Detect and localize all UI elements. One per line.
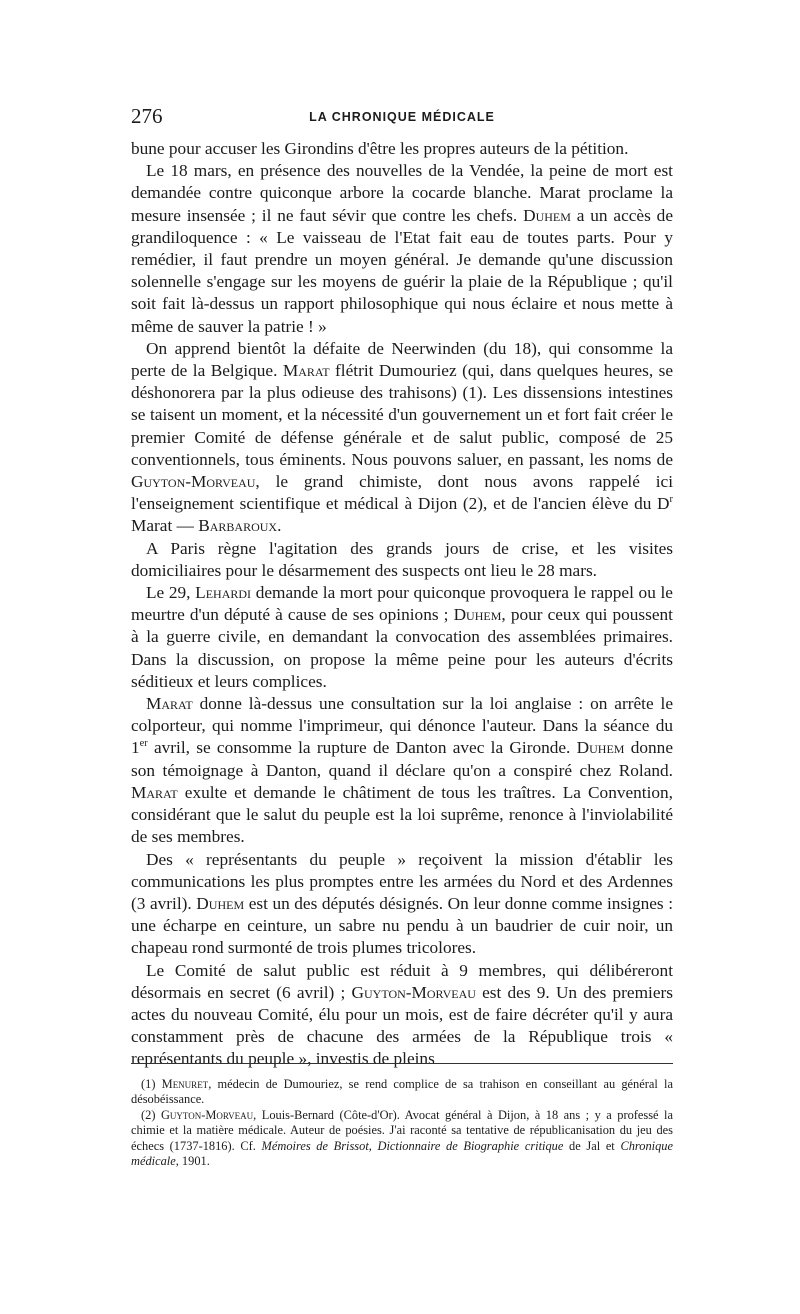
person-name: Guyton-Morveau [351,982,476,1002]
paragraph-7 [131,849,673,960]
paragraph-8 [131,960,673,1071]
paragraph-text: , le grand chimiste, dont nous avons rappelé ici l'enseignement scientifique et médical à Dijon (2), et de l'ancien élève du D [131,472,673,514]
superscript: er [139,738,148,750]
paragraph-text: flétrit Dumouriez (qui, dans quelques heures, se déshonorera par la plus odieuse des trahisons) (1). Les dissensions intestines se taisent un moment, et la nécessité d'un gouvernement un et fort fait créer le premier Comité de défense générale et de salut public, composé de 25 conventionnels, tous éminents. Nous pouvons saluer, en passant, les noms de [131,361,673,469]
person-name: Guyton-Morveau [131,472,256,492]
footnote-text: de Jal et [569,1138,615,1153]
paragraph-text: . [277,516,282,536]
footnotes [131,1077,673,1169]
footnote-2 [131,1108,673,1170]
footnote-text: , médecin de Dumouriez, se rend complice de sa trahison en conseillant au général la désobéissance. [131,1077,673,1107]
paragraph-5 [131,582,673,693]
person-name: Duhem [453,605,502,625]
paragraph-text: exulte et demande le châtiment de tous les traîtres. La Convention, considérant que le salut du peuple est la loi suprême, renonce à l'inviolabilité de ses membres. [131,782,673,847]
paragraph-1 [131,138,673,160]
footnote-text: , Louis-Bernard (Côte-d'Or). Avocat général à Dijon, à 18 ans ; y a professé la chimie et la matière médicale. Auteur de poésies. J'ai raconté sa tentative de républicanisation du jeu des échecs (1737-1816). Cf. [131,1107,673,1153]
page-header [131,104,673,132]
footnote-divider [131,1063,673,1064]
person-name: Marat [131,782,178,802]
paragraph-text: Marat — [131,516,194,536]
person-name: Marat [146,694,193,714]
paragraph-text: On apprend bientôt la défaite de Neerwinden (du 18), qui consomme la perte de la Belgique. [131,338,673,381]
footnote-text: , 1901. [175,1154,210,1169]
paragraph-text: Le Comité de salut public est réduit à 9 membres, qui délibéreront désormais en secret (6 avril) ; [131,960,673,1002]
person-name: Barbaroux [198,516,278,536]
paragraph-text: bune pour accuser les Girondins d'être les propres auteurs de la pétition. [131,139,629,158]
footnote-number: (1) [141,1077,156,1091]
footnote-1 [131,1077,673,1108]
person-name: Duhem [196,893,245,913]
paragraph-text: demande la mort pour quiconque provoquera le rappel ou le meurtre d'un député à cause de ses opinions ; [131,583,673,625]
citation-title: Mémoires de Brissot, Dictionnaire de Biographie critique [261,1138,564,1153]
body-text [131,138,673,1071]
paragraph-text: donne là-dessus une consultation sur la loi anglaise : on arrête le colporteur, qui nomme l'imprimeur, qui dénonce l'auteur. Dans la séance du 1 [131,694,673,758]
paragraph-4 [131,538,673,582]
paragraph-text: Le 18 mars, en présence des nouvelles de la Vendée, la peine de mort est demandée contre quiconque arbore la cocarde blanche. Marat proclame la mesure insensée ; il ne faut sévir que contre les chefs. [131,161,673,225]
paragraph-text: , pour ceux qui poussent à la guerre civile, en demandant la convocation des assemblées primaires. Dans la discussion, on propose la même peine pour les auteurs d'écrits séditieux et leurs complices. [131,605,673,691]
person-name: Duhem [523,205,571,225]
person-name: Menuret [161,1077,209,1091]
person-name: Marat [282,361,330,381]
citation-title: Chronique médicale [131,1138,673,1169]
paragraph-text: donne son témoignage à Danton, quand il déclare qu'on a conspiré chez Roland. [131,738,673,780]
paragraph-text: a un accès de grandiloquence : « Le vaisseau de l'Etat fait eau de toutes parts. Pour y remédier, il faut prendre un moyen général. Je demande qu'une discussion solennelle s'engage sur les moyens de guérir la plaie de la République ; qu'il soit fait là-dessus un rapport philosophique qui nous éclaire et nous mette à même de sauver la patrie ! » [131,205,673,336]
page-number: 276 [131,104,163,128]
paragraph-text: est un des députés désignés. On leur donne comme insignes : une écharpe en ceinture, un sabre nu pendu à un baudrier de cuir noir, un chapeau rond surmonté de trois plumes tricolores. [131,893,674,958]
paragraph-text: est des 9. Un des premiers actes du nouveau Comité, élu pour un mois, est de faire décréter qu'il y aura constamment près de chacune des armées de la République trois « représentants du peuple », investis de pleins [131,982,673,1069]
paragraph-3 [131,338,673,538]
paragraph-text: Le 29, [146,583,191,603]
paragraph-2 [131,160,673,338]
person-name: Lehardi [195,583,252,603]
superscript: r [669,494,673,506]
footnote-number: (2) [141,1107,156,1122]
paragraph-text: avril, se consomme la rupture de Danton avec la Gironde. [153,738,571,758]
paragraph-6 [131,693,673,848]
person-name: Duhem [576,738,625,758]
paragraph-text: Des « représentants du peuple » reçoivent la mission d'établir les communications les plus promptes entre les armées du Nord et des Ardennes (3 avril). [131,849,673,913]
running-title: LA CHRONIQUE MÉDICALE [309,110,495,124]
person-name: Guyton-Morveau [160,1107,254,1122]
paragraph-text: A Paris règne l'agitation des grands jours de crise, et les visites domiciliaires pour le désarmement des suspects ont lieu le 28 mars. [131,538,673,580]
